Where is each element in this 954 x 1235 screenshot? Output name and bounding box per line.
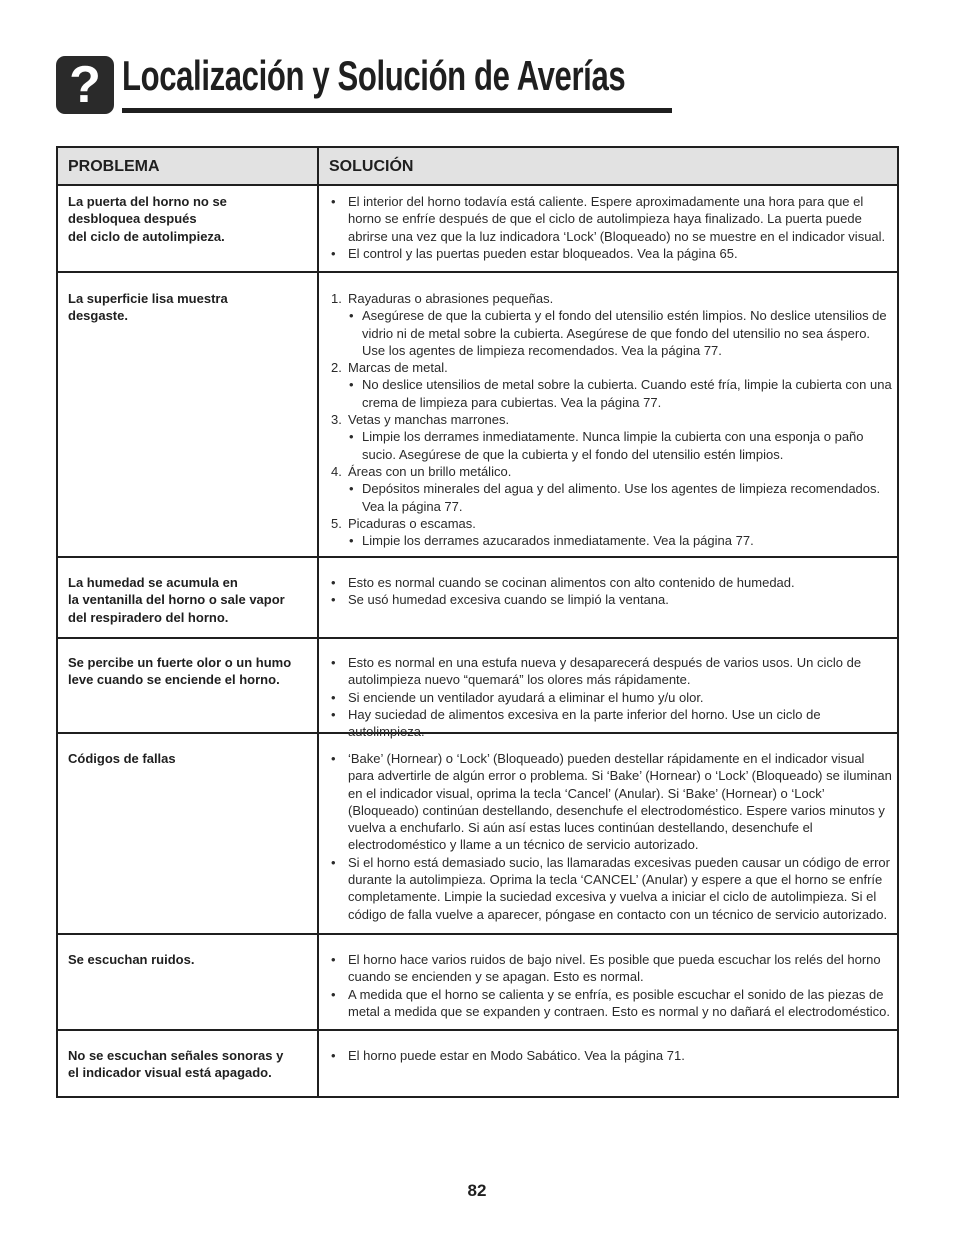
- solution-cell: [329, 193, 893, 262]
- table-row: [58, 558, 897, 639]
- solution-bullet: • ‘Bake’ (Hornear) o ‘Lock’ (Bloqueado) pueden destellar rápidamente en el indicador visual para advertirle de algún error o problema. Si ‘Bake’ (Hornear) o ‘Lock’ (Bloqueado) se iluminan en el indicador visual, oprima la tecla ‘Cancel’ (Anular). Si ‘Bake’ (Hornear) o ‘Lock’ (Bloqueado) continúan destellando, desenchufe el electrodoméstico. Espere varios minutos y vuelva a enchufarlo. Si aún así estas luces continúan destellando, desenchufe el electrodoméstico y llame a un técnico de servicio autorizado.: [329, 750, 893, 854]
- page-title: Localización y Solución de Averías: [122, 52, 626, 99]
- solution-cell: [329, 750, 893, 923]
- numbered-item: 5. Picaduras o escamas.: [331, 515, 476, 531]
- solution-bullet: • El horno hace varios ruidos de bajo nivel. Es posible que pueda escuchar los relés del horno cuando se encienden y se apagan. Esto es normal.: [329, 951, 893, 986]
- problem-cell: Se escuchan ruidos.: [68, 952, 195, 967]
- problem-cell: La superficie lisa muestra desgaste.: [68, 291, 228, 324]
- numbered-item: 3. Vetas y manchas marrones.: [331, 412, 510, 428]
- solution-bullet: • A medida que el horno se calienta y se enfría, es posible escuchar el sonido de las piezas de metal a medida que se expanden y contraen. Esto es normal y no dañará el electrodoméstico.: [329, 986, 893, 1021]
- solution-sub-bullet: • Depósitos minerales del agua y del alimento. Use los agentes de limpieza recomendados. Vea la página 77.: [329, 480, 893, 515]
- table-row: [58, 935, 897, 1031]
- title-underline: [122, 108, 672, 113]
- solution-sub-bullet: • Limpie los derrames inmediatamente. Nunca limpie la cubierta con una esponja o paño sucio. Asegúrese de que la cubierta y el fondo del utensilio estén limpios.: [329, 428, 893, 463]
- problem-cell: Códigos de fallas: [68, 751, 176, 766]
- solution-bullet: • Esto es normal en una estufa nueva y desaparecerá después de varios usos. Un ciclo de autolimpieza nuevo “quemará” los olores más rápidamente.: [329, 654, 893, 689]
- solution-bullet: • El control y las puertas pueden estar bloqueados. Vea la página 65.: [329, 245, 893, 262]
- column-header-solution: SOLUCIÓN: [329, 158, 414, 175]
- problem-cell: Se percibe un fuerte olor o un humo leve cuando se enciende el horno.: [68, 655, 292, 688]
- solution-cell: [329, 654, 893, 740]
- problem-cell: No se escuchan señales sonoras y el indicador visual está apagado.: [68, 1048, 284, 1081]
- table-row: [58, 734, 897, 935]
- page-header: [56, 50, 672, 116]
- solution-cell: [329, 951, 893, 1020]
- problem-cell: La puerta del horno no se desbloquea después del ciclo de autolimpieza.: [68, 194, 227, 244]
- numbered-item: 1. Rayaduras o abrasiones pequeñas.: [331, 291, 554, 306]
- solution-bullet: • Si enciende un ventilador ayudará a eliminar el humo y/u olor.: [329, 689, 893, 706]
- numbered-item: 2. Marcas de metal.: [331, 360, 448, 376]
- solution-sub-bullet: • No deslice utensilios de metal sobre la cubierta. Cuando esté fría, limpie la cubierta con una crema de limpieza para cubiertas. Vea la página 77.: [329, 376, 893, 411]
- numbered-item: 4. Áreas con un brillo metálico.: [331, 463, 512, 479]
- problem-cell: La humedad se acumula en la ventanilla del horno o sale vapor del respiradero del horno.: [68, 575, 285, 625]
- solution-bullet: • El interior del horno todavía está caliente. Espere aproximadamente una hora para que el horno se enfríe después de que el ciclo de autolimpieza haya finalizado. La puerta puede abrirse una vez que la luz indicadora ‘Lock’ (Bloqueado) no se muestre en el indicador visual.: [329, 193, 893, 245]
- troubleshooting-table: [56, 146, 899, 1098]
- table-row: [58, 1031, 897, 1096]
- solution-bullet: • Se usó humedad excesiva cuando se limpió la ventana.: [329, 591, 893, 608]
- table-row: [58, 184, 897, 273]
- solution-cell: [329, 574, 893, 609]
- solution-sub-bullet: • Limpie los derrames azucarados inmediatamente. Vea la página 77.: [329, 532, 893, 549]
- table-header: [58, 148, 897, 186]
- question-mark-glyph: ?: [69, 56, 101, 114]
- solution-sub-bullet: • Asegúrese de que la cubierta y el fondo del utensilio estén limpios. No deslice utensilios de vidrio ni de metal sobre la cubierta. Asegúrese de que fondo del utensilio no sea áspero. Use los agentes de limpieza recomendados. Vea la página 77.: [329, 307, 893, 359]
- column-header-problem: PROBLEMA: [68, 158, 160, 175]
- column-divider: [317, 148, 319, 1096]
- table-row: [58, 639, 897, 740]
- solution-cell: [329, 1047, 893, 1064]
- solution-bullet: • Esto es normal cuando se cocinan alimentos con alto contenido de humedad.: [329, 574, 893, 591]
- solution-bullet: • Si el horno está demasiado sucio, las llamaradas excesivas pueden causar un código de error durante la autolimpieza. Oprima la tecla ‘CANCEL’ (Anular) y espere a que el horno se enfríe completamente. Limpie la suciedad excesiva y vuelva a iniciar el ciclo de autolimpieza. Si el código de falla vuelve a aparecer, póngase en contacto con un técnico de servicio autorizado.: [329, 854, 893, 923]
- page-number: 82: [467, 1181, 487, 1200]
- table-row: [58, 273, 897, 558]
- solution-cell: [329, 290, 893, 549]
- solution-bullet: • El horno puede estar en Modo Sabático. Vea la página 71.: [329, 1047, 893, 1064]
- solution-bullet: • Hay suciedad de alimentos excesiva en la parte inferior del horno. Use un ciclo de autolimpieza.: [329, 706, 893, 741]
- question-mark-icon: [56, 56, 114, 114]
